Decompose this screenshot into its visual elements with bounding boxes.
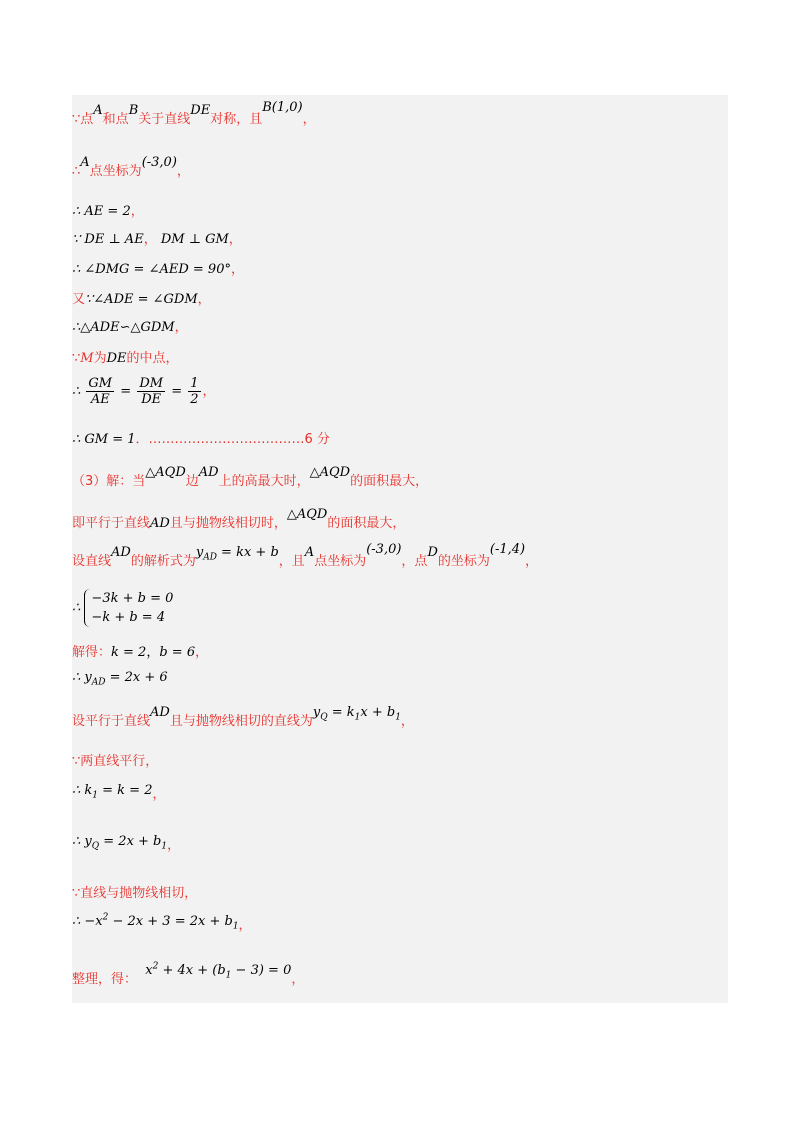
line-point-a: ∴A点坐标为(-3,0)，: [72, 155, 190, 179]
line-set-ad: 设直线AD的解析式为$y_{AD}$ = kx + b，且A点坐标为(-3,0)，点D的坐标为(-1,4)，: [72, 542, 539, 569]
line-tangent: ∵直线与抛物线相切，: [72, 886, 198, 901]
line-midpoint: ∵M为DE的中点，: [72, 351, 179, 366]
line-ae: ∴ AE = 2，: [72, 204, 144, 219]
line-ratio: ∴ $\frac{GM}{AE}$ = $\frac{DM}{DE}$ = $\frac{1}{2}$ ，: [72, 376, 216, 407]
line-simplify: 整理，得： $x^2 + 4x + (b_1 - 3) = 0$，: [72, 961, 305, 987]
line-system: ∴ −3k + b = 0 −k + b = 4: [72, 591, 174, 625]
line-parallel: ∵两直线平行，: [72, 754, 159, 769]
line-equation: ∴ $-x^2 - 2x + 3 = 2x + b_1$，: [72, 912, 252, 933]
line-right-angle: ∴ ∠DMG = ∠AED = 90°，: [72, 262, 244, 277]
line-angle-equal: 又∵∠ADE = ∠GDM，: [72, 292, 211, 307]
line-gm-result: ∴ GM = 1．………………………………6 分: [72, 432, 330, 447]
line-perpendicular: ∵ DE ⊥ AE， DM ⊥ GM，: [72, 232, 242, 247]
line-k1: ∴ $k_1 = k = 2$，: [72, 783, 166, 802]
line-yq: ∴ $y_Q = 2x + b_1$，: [72, 834, 181, 853]
line-yad: ∴ $y_{AD} = 2x + 6$: [72, 670, 168, 688]
line-solve: 解得：k = 2，b = 6，: [72, 645, 209, 660]
line-set-yq: 设平行于直线AD且与抛物线相切的直线为$y_Q = k_1x + b_1$，: [72, 705, 414, 729]
line-part3: （3）解：当△AQD边AD上的高最大时，△AQD的面积最大，: [72, 465, 429, 489]
line-symmetry: ∵点A和点B关于直线DE对称，且B(1,0)，: [72, 100, 316, 127]
line-tangent-max: 即平行于直线AD且与抛物线相切时，△AQD的面积最大，: [72, 507, 406, 531]
line-similar: ∴△ADE∽△GDM，: [72, 320, 188, 335]
